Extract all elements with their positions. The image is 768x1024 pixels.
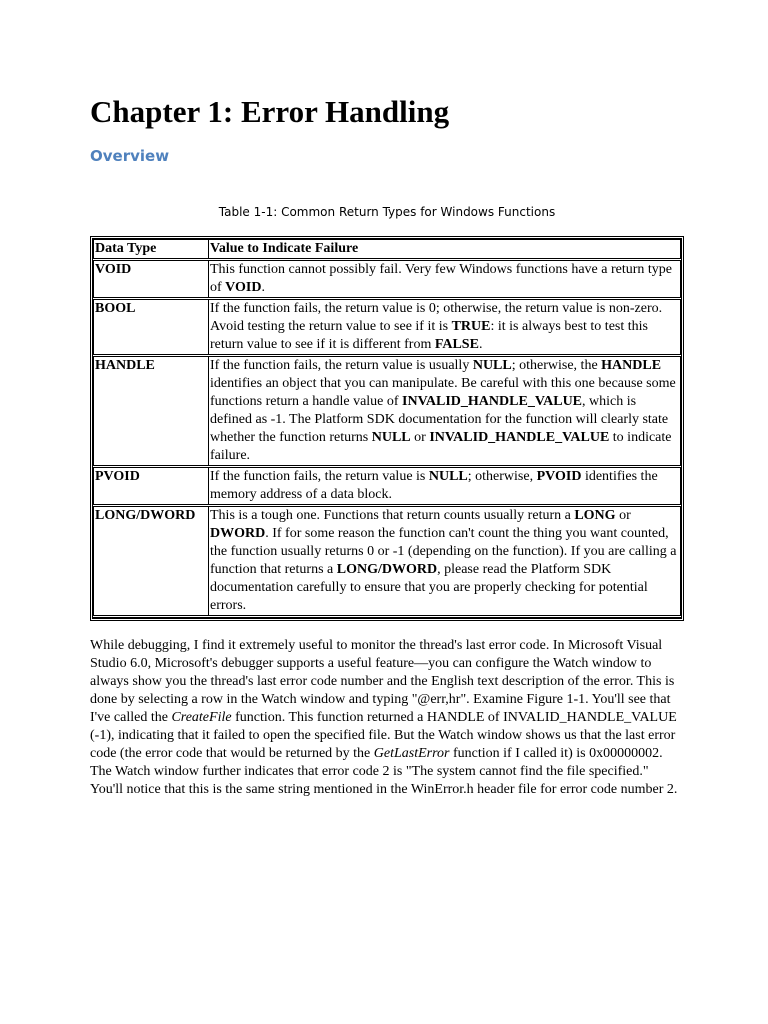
table-row [94, 299, 681, 356]
bold-term: HANDLE [601, 358, 662, 373]
text-run: . [261, 280, 265, 295]
bold-term: TRUE [451, 319, 491, 334]
data-type-cell: BOOL [94, 299, 209, 356]
bold-term: NULL [428, 469, 468, 484]
table-row [94, 260, 681, 299]
text-run: identifies an object that you can manipulate. Be careful with this one because some functions return a handle value of [210, 376, 676, 409]
table-caption: Table 1-1: Common Return Types for Windows Functions [218, 205, 556, 219]
table-row [94, 467, 681, 506]
failure-value-cell [209, 506, 681, 617]
failure-value-cell [209, 467, 681, 506]
bold-term: LONG [574, 508, 616, 523]
data-type-cell: PVOID [94, 467, 209, 506]
bold-term: DWORD [210, 526, 266, 541]
italic-term: CreateFile [171, 710, 232, 725]
text-run: While debugging, I find it extremely useful to monitor the thread's last error code. In Microsoft Visual Studio 6.0, Microsoft's debugger supports a useful feature—you can configure the Watch window to always show you the thread's last error code number and the English text description of the error. This is done by selecting a row in the Watch window and typing "@err,hr". Examine Figure 1-1. You'll see that I've called the [90, 638, 675, 725]
text-run: , which is defined as -1. The Platform SDK documentation for the function will clearly state whether the function returns [210, 394, 669, 445]
bold-term: VOID [225, 280, 262, 295]
text-run: : it is always best to test this return value to see if it is different from [210, 319, 648, 352]
body-paragraph [90, 637, 684, 799]
text-run: This is a tough one. Functions that return counts usually return a [210, 508, 575, 523]
text-run: . If for some reason the function can't count the thing you want counted, the function usually returns 0 or -1 (depending on the function). If you are calling a function that returns a [210, 526, 677, 577]
bold-term: INVALID_HANDLE_VALUE [402, 394, 583, 409]
text-run: or [410, 430, 430, 445]
text-run: . [478, 337, 483, 352]
text-run: If the function fails, the return value is usually [210, 358, 473, 373]
chapter-title: Chapter 1: Error Handling [90, 94, 450, 129]
data-type-cell: LONG/DWORD [94, 506, 209, 617]
data-type-cell: HANDLE [94, 356, 209, 467]
bold-term: FALSE [434, 337, 479, 352]
text-run: If the function fails, the return value is 0; otherwise, the return value is non-zero. Avoid testing the return value to see if it is [210, 301, 663, 334]
table-row [94, 356, 681, 467]
table-row [94, 506, 681, 617]
bold-term: NULL [472, 358, 512, 373]
text-run: to indicate failure. [210, 430, 672, 463]
text-run: or [615, 508, 631, 523]
failure-value-cell [209, 356, 681, 467]
text-run: identifies the memory address of a data block. [210, 469, 658, 502]
return-types-table [90, 236, 684, 621]
text-run: This function cannot possibly fail. Very few Windows functions have a return type of [210, 262, 672, 295]
text-run: , please read the Platform SDK documentation carefully to ensure that you are properly checking for potential errors. [210, 562, 648, 613]
bold-term: LONG/DWORD [336, 562, 438, 577]
column-header-data-type: Data Type [94, 240, 209, 260]
text-run: ; otherwise, [467, 469, 537, 484]
section-heading-overview: Overview [90, 147, 170, 165]
text-run: If the function fails, the return value is [210, 469, 429, 484]
failure-value-cell [209, 260, 681, 299]
bold-term: INVALID_HANDLE_VALUE [429, 430, 610, 445]
table-body [94, 260, 681, 617]
failure-value-cell [209, 299, 681, 356]
column-header-failure-value: Value to Indicate Failure [209, 240, 681, 260]
bold-term: PVOID [536, 469, 582, 484]
text-run: ; otherwise, the [511, 358, 602, 373]
text-run: function. This function returned a HANDLE of INVALID_HANDLE_VALUE (-1), indicating that it failed to open the specified file. But the Watch window shows us that the last error code (the error code that would be returned by the [90, 710, 677, 761]
text-run: function if I called it) is 0x00000002. The Watch window further indicates that error code 2 is "The system cannot find the file specified." You'll notice that this is the same string mentioned in the WinError.h header file for error code number 2. [90, 746, 678, 797]
data-type-cell: VOID [94, 260, 209, 299]
bold-term: NULL [371, 430, 411, 445]
italic-term: GetLastError [373, 746, 450, 761]
